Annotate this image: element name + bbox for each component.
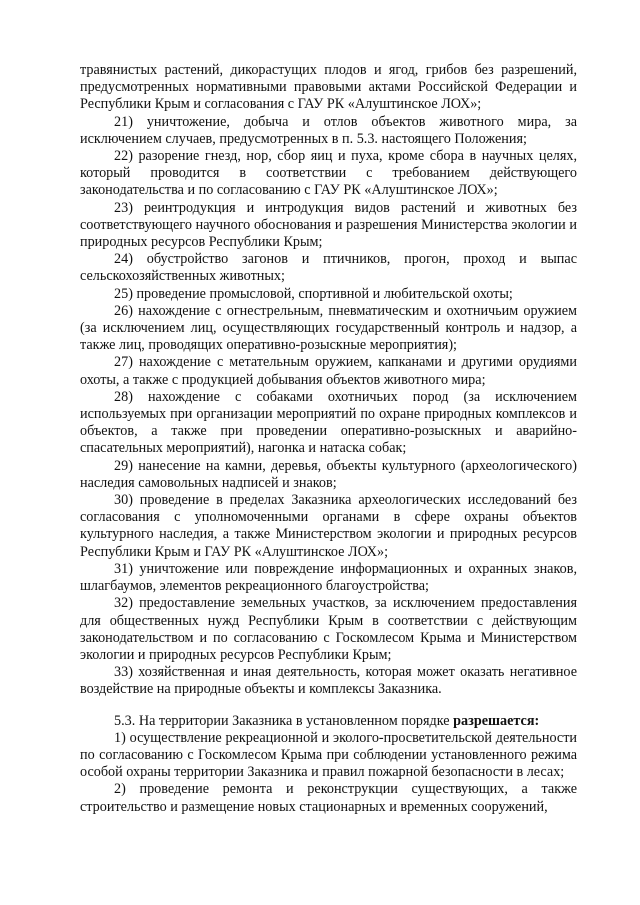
allowed-item-2: 2) проведение ремонта и реконструкции существующих, а также строительство и размещение новых стационарных и временных сооружений, xyxy=(80,781,577,815)
section-5-3-lead: 5.3. На территории Заказника в установленном порядке xyxy=(114,712,454,729)
paragraph-item-26: 26) нахождение с огнестрельным, пневматическим и охотничьим оружием (за исключением лиц, осуществляющих государственный контроль и надзор, а также лиц, проводящих оперативно-розыскные мероприятия); xyxy=(80,302,577,354)
paragraph-continuation-20: травянистых растений, дикорастущих плодов и ягод, грибов без разрешений, предусмотренных нормативными правовыми актами Российской Федерации и Республики Крым и согласования с ГАУ РК «Алуштинское ЛОХ»; xyxy=(80,62,577,113)
paragraph-item-25: 25) проведение промысловой, спортивной и любительской охоты; xyxy=(114,285,513,302)
paragraph-item-21: 21) уничтожение, добыча и отлов объектов животного мира, за исключением случаев, предусмотренных в п. 5.3. настоящего Положения; xyxy=(80,113,577,147)
paragraph-item-24: 24) обустройство загонов и птичников, прогон, проход и выпас сельскохозяйственных животных; xyxy=(80,251,577,285)
section-gap xyxy=(80,699,577,713)
paragraph-item-27: 27) нахождение с метательным оружием, капканами и другими орудиями охоты, а также с продукцией добывания объектов животного мира; xyxy=(80,354,577,388)
section-5-3-heading xyxy=(80,713,577,730)
paragraph-item-32: 32) предоставление земельных участков, за исключением предоставления для общественных нужд Республики Крым в соответствии с действующим законодательством и по согласованию с Госкомлесом Крыма и Министерством экологии и природных ресурсов Республики Крым; xyxy=(80,595,577,663)
paragraph-item-33: 33) хозяйственная и иная деятельность, которая может оказать негативное воздействие на природные объекты и комплексы Заказника. xyxy=(80,664,577,698)
paragraph-item-23: 23) реинтродукция и интродукция видов растений и животных без соответствующего научного обоснования и разрешения Министерства экологии и природных ресурсов Республики Крым; xyxy=(80,199,577,251)
document-body xyxy=(80,62,577,816)
paragraph-item-22: 22) разорение гнезд, нор, сбор яиц и пуха, кроме сбора в научных целях, который проводится в соответствии с требованием действующего законодательства и по согласованию с ГАУ РК «Алуштинское ЛОХ»; xyxy=(80,148,577,199)
paragraph-item-31: 31) уничтожение или повреждение информационных и охранных знаков, шлагбаумов, элементов рекреационного благоустройства; xyxy=(80,560,577,595)
paragraph-item-30: 30) проведение в пределах Заказника археологических исследований без согласования с уполномоченными органами в сфере охраны объектов культурного наследия, а также Министерством экологии и природных ресурсов Республики Крым и ГАУ РК «Алуштинское ЛОХ»; xyxy=(80,492,577,560)
paragraph-item-29: 29) нанесение на камни, деревья, объекты культурного (археологического) наследия самовольных надписей и знаков; xyxy=(80,457,577,491)
paragraph-item-28: 28) нахождение с собаками охотничьих пород (за исключением используемых при организации мероприятий по охране природных комплексов и объектов, а также при проведении оперативно-розыскных и аварийно-спасательных мероприятий), нагонка и натаска собак; xyxy=(80,388,577,457)
allowed-item-1: 1) осуществление рекреационной и эколого-просветительской деятельности по согласованию с Госкомлесом Крыма при соблюдении установленного режима особой охраны территории Заказника и правил пожарной безопасности в лесах; xyxy=(80,729,577,781)
section-5-3-lead-bold: разрешается: xyxy=(453,712,540,729)
